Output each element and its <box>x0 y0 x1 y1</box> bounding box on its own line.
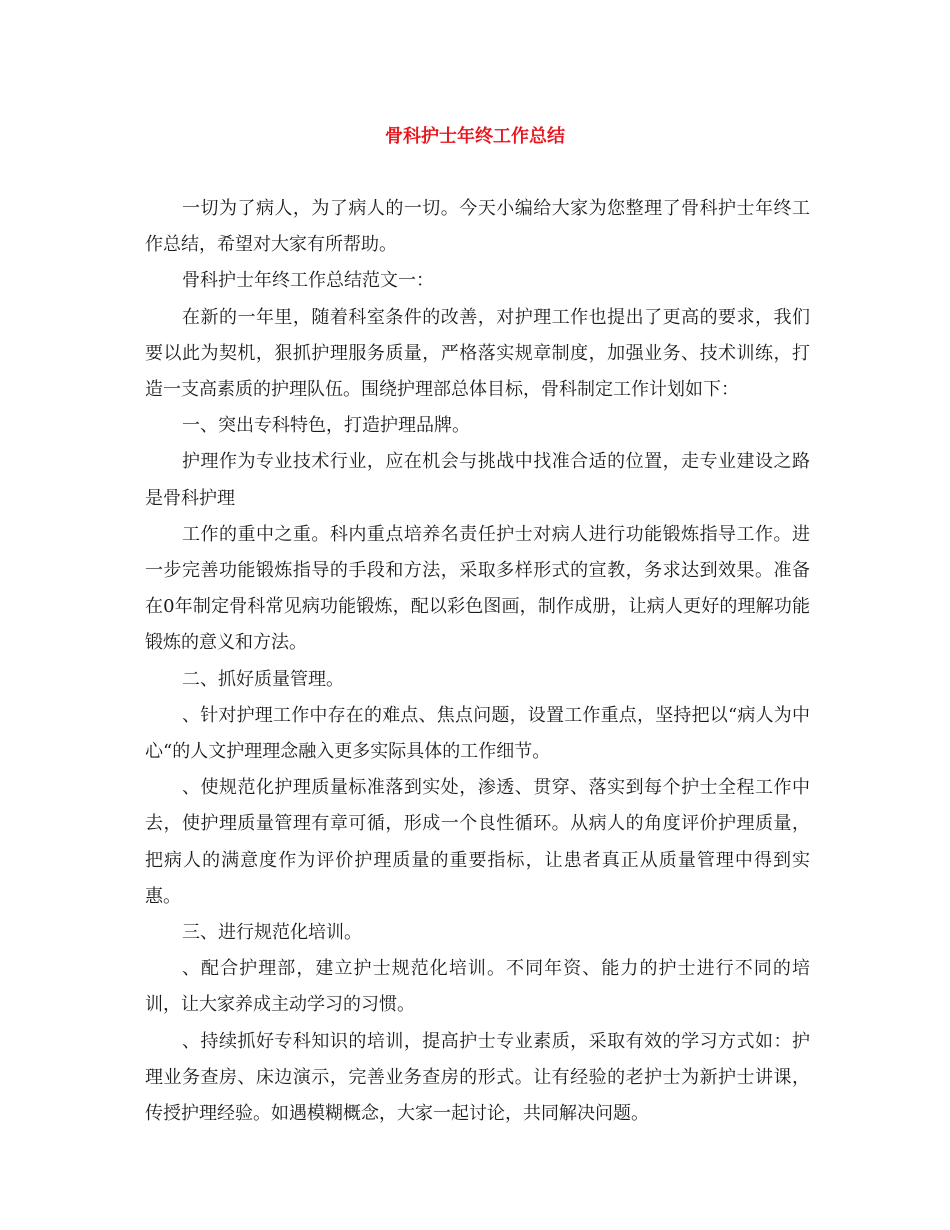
section-heading: 三、进行规范化培训。 <box>182 922 362 944</box>
paragraph: 工作的重中之重。科内重点培养名责任护士对病人进行功能锻炼指导工作。进一步完善功能锻炼指导的手段和方法，采取多样形式的宣教，务求达到效果。准备在0年制定骨科常见病功能锻炼，配以彩色图画，制作成册，让病人更好的理解功能锻炼的意义和方法。 <box>145 523 810 654</box>
section-heading: 一、突出专科特色，打造护理品牌。 <box>182 415 470 437</box>
paragraph: 骨科护士年终工作总结范文一： <box>182 270 434 292</box>
paragraph: 一切为了病人，为了病人的一切。今天小编给大家为您整理了骨科护士年终工作总结，希望对大家有所帮助。 <box>145 198 810 256</box>
paragraph: 护理作为专业技术行业，应在机会与挑战中找准合适的位置，走专业建设之路是骨科护理 <box>145 451 810 509</box>
paragraph: 、使规范化护理质量标准落到实处，渗透、贯穿、落实到每个护士全程工作中去，使护理质量管理有章可循，形成一个良性循环。从病人的角度评价护理质量，把病人的满意度作为评价护理质量的重要指标，让患者真正从质量管理中得到实惠。 <box>145 777 810 907</box>
paragraph: 、持续抓好专科知识的培训，提高护士专业素质，采取有效的学习方式如：护理业务查房、床边演示，完善业务查房的形式。让有经验的老护士为新护士讲课，传授护理经验。如遇模糊概念，大家一起讨论，共同解决问题。 <box>145 1030 810 1125</box>
paragraph: 、配合护理部，建立护士规范化培训。不同年资、能力的护士进行不同的培训，让大家养成主动学习的习惯。 <box>145 958 810 1016</box>
document-title: 骨科护士年终工作总结 <box>385 126 565 147</box>
section-heading: 二、抓好质量管理。 <box>182 668 344 690</box>
paragraph: 在新的一年里，随着科室条件的改善，对护理工作也提出了更高的要求，我们要以此为契机，狠抓护理服务质量，严格落实规章制度，加强业务、技术训练，打造一支高素质的护理队伍。围绕护理部总体目标，骨科制定工作计划如下： <box>145 306 810 401</box>
paragraph: 、针对护理工作中存在的难点、焦点问题，设置工作重点，坚持把以“病人为中心“的人文护理理念融入更多实际具体的工作细节。 <box>145 704 810 763</box>
document-body <box>145 191 810 1132</box>
